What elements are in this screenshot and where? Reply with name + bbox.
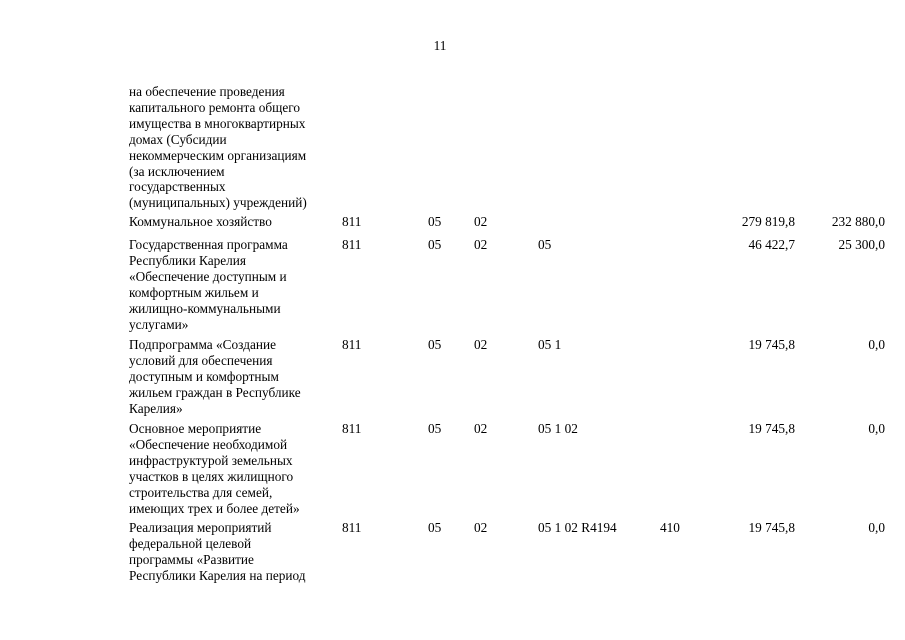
amount-year1-cell: 46 422,7 [748, 237, 795, 252]
description-line: программы «Развитие [129, 551, 254, 567]
description-line: услугами» [129, 316, 189, 332]
amount-year2-cell: 0,0 [868, 520, 885, 535]
description-line: Коммунальное хозяйство [129, 214, 272, 229]
budget-code-cell: 811 [342, 520, 362, 535]
amount-year2-cell: 25 300,0 [838, 237, 885, 252]
description-cell [129, 237, 334, 332]
description-cell [129, 520, 334, 584]
subsection-cell: 02 [474, 520, 488, 535]
subsection-cell: 02 [474, 237, 488, 252]
description-line: «Обеспечение доступным и [129, 268, 287, 284]
expense-type-cell: 410 [660, 520, 680, 535]
amount-year2-cell: 0,0 [868, 421, 885, 436]
section-cell: 05 [428, 237, 442, 252]
description-line: домах (Субсидии [129, 131, 227, 147]
page-number: 11 [433, 38, 447, 53]
description-line: Основное мероприятие [129, 421, 262, 436]
subsection-cell: 02 [474, 214, 488, 229]
description-line: Государственная программа [129, 237, 288, 252]
description-line: жильем граждан в Республике [129, 384, 301, 400]
description-line: федеральной целевой [129, 535, 252, 551]
description-line: жилищно-коммунальными [129, 300, 281, 316]
description-line: на обеспечение проведения [129, 84, 285, 99]
description-line: Реализация мероприятий [129, 520, 272, 535]
description-cell [129, 421, 334, 516]
description-line: капитального ремонта общего [129, 99, 301, 115]
budget-code-cell: 811 [342, 337, 362, 352]
section-cell: 05 [428, 421, 442, 436]
description-line: (за исключением [129, 163, 225, 179]
description-line: инфраструктурой земельных [129, 452, 293, 468]
amount-year2-cell: 232 880,0 [831, 214, 885, 229]
section-cell: 05 [428, 520, 442, 535]
description-line: Республики Карелия на период [129, 567, 306, 583]
description-line: «Обеспечение необходимой [129, 436, 288, 452]
description-line: Карелия» [129, 400, 183, 416]
amount-year1-cell: 19 745,8 [748, 337, 795, 352]
budget-code-cell: 811 [342, 237, 362, 252]
description-line: комфортным жильем и [129, 284, 259, 300]
target-article-cell: 05 1 02 R4194 [538, 520, 617, 535]
subsection-cell: 02 [474, 421, 488, 436]
target-article-cell: 05 [538, 237, 552, 252]
budget-code-cell: 811 [342, 214, 362, 229]
description-line: (муниципальных) учреждений) [129, 195, 307, 211]
description-line: государственных [129, 179, 226, 195]
description-line: некоммерческим организациям [129, 147, 307, 163]
description-cell [129, 214, 334, 230]
amount-year1-cell: 19 745,8 [748, 421, 795, 436]
section-cell: 05 [428, 214, 442, 229]
description-line: Республики Карелия [129, 252, 247, 268]
description-line: имеющих трех и более детей» [129, 500, 300, 516]
target-article-cell: 05 1 [538, 337, 562, 352]
description-line: имущества в многоквартирных [129, 115, 306, 131]
subsection-cell: 02 [474, 337, 488, 352]
amount-year1-cell: 279 819,8 [741, 214, 795, 229]
amount-year1-cell: 19 745,8 [748, 520, 795, 535]
description-line: доступным и комфортным [129, 368, 279, 384]
description-line: условий для обеспечения [129, 352, 273, 368]
description-cell [129, 84, 334, 211]
amount-year2-cell: 0,0 [868, 337, 885, 352]
description-line: строительства для семей, [129, 484, 273, 500]
target-article-cell: 05 1 02 [538, 421, 578, 436]
budget-code-cell: 811 [342, 421, 362, 436]
description-line: Подпрограмма «Создание [129, 337, 276, 352]
description-cell [129, 337, 334, 417]
section-cell: 05 [428, 337, 442, 352]
description-line: участков в целях жилищного [129, 468, 294, 484]
